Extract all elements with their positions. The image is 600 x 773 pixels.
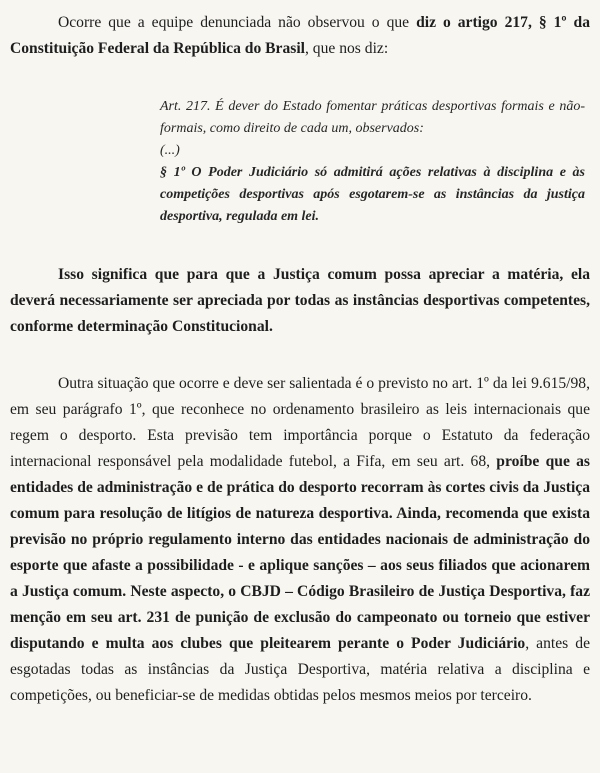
quote-ellipsis: (...) bbox=[160, 143, 180, 158]
paragraph-intro bbox=[10, 10, 590, 62]
quote-article-line: Art. 217. É dever do Estado fomentar práticas desportivas formais e não-formais, como direito de cada um, observados: bbox=[160, 99, 585, 136]
paragraph-intro-bold: diz o artigo 217, § 1º da Constituição Federal da República do Brasil bbox=[10, 14, 590, 57]
paragraph-conclusion-text: Isso significa que para que a Justiça comum possa apreciar a matéria, ela deverá necessariamente ser apreciada por todas as instâncias desportivas competentes, conforme determinação Constitucional. bbox=[10, 266, 590, 335]
quote-paragraph: § 1º O Poder Judiciário só admitirá ações relativas à disciplina e às competições desportivas após esgotarem-se as instâncias da justiça desportiva, regulada em lei. bbox=[160, 165, 585, 224]
paragraph-other-part1: Outra situação que ocorre e deve ser salientada é o previsto no art. 1º da lei 9.615/98, em seu parágrafo 1º, que reconhece no ordenamento brasileiro as leis internacionais que regem o desporto. Esta previsão tem importância porque o Estatuto da federação internacional responsável pela modalidade futebol, a Fifa, em seu art. 68, bbox=[10, 375, 590, 470]
paragraph-intro-tail: , que nos diz: bbox=[305, 40, 389, 57]
paragraph-conclusion bbox=[10, 262, 590, 340]
paragraph-other-bold: proíbe que as entidades de administração e de prática do desporto recorram às cortes civis da Justiça comum para resolução de litígios de natureza desportiva. Ainda, recomenda que exista previsão no próprio regulamento interno das entidades nacionais de administração do esporte que afaste a possibilidade - e aplique sanções – aos seus filiados que acionarem a Justiça comum. Neste aspecto, o CBJD – Código Brasileiro de Justiça Desportiva, faz menção em seu art. 231 de punição de exclusão do campeonato ou torneio que estiver disputando e multa aos clubes que pleitearem perante o Poder Judiciário bbox=[10, 453, 590, 652]
paragraph-intro-lead: Ocorre que a equipe denunciada não observou o que bbox=[58, 14, 417, 31]
paragraph-other-situation bbox=[10, 371, 590, 709]
legal-quote bbox=[160, 96, 585, 228]
paragraph-other-part2: , antes de esgotadas todas as instâncias da Justiça Desportiva, matéria relativa a disciplina e competições, ou beneficiar-se de medidas obtidas pelos mesmos meios por terceiro. bbox=[10, 635, 590, 704]
